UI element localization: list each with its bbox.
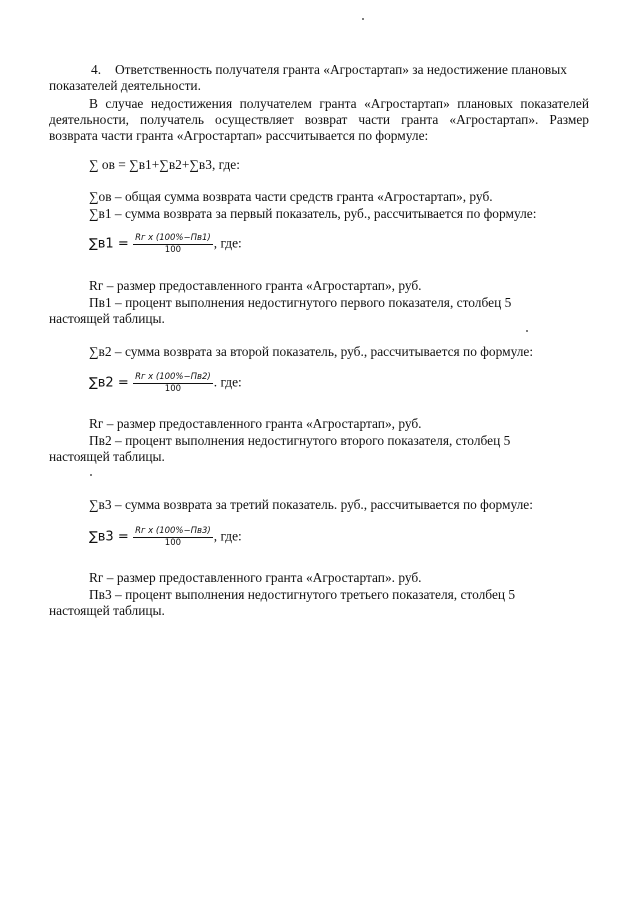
block3-rg: Rг – размер предоставленного гранта «Агростартап». руб. (89, 570, 422, 585)
formula-v1-numerator: Rг x (100%−Пв1) (135, 233, 211, 243)
section-number: 4. (91, 62, 102, 77)
formula-v3-lhs: ∑в3 = (89, 529, 129, 545)
intro-line2: деятельности, получатель осуществляет возврат части гранта «Агростартап». Размер (49, 112, 589, 127)
formula-v1-lhs: ∑в1 = (89, 236, 129, 252)
block1-rg: Rг – размер предоставленного гранта «Агростартап», руб. (89, 278, 422, 293)
def-sum-v1: ∑в1 – сумма возврата за первый показатель, руб., рассчитывается по формуле: (89, 206, 537, 221)
formula-v1-fraction (133, 233, 213, 256)
formula-total: ∑ ов = ∑в1+∑в2+∑в3, где: (89, 157, 240, 172)
block3-pv-line2: настоящей таблицы. (49, 603, 165, 618)
block2-pv-line2: настоящей таблицы. (49, 449, 165, 464)
section-title-line2: показателей деятельности. (49, 78, 201, 93)
intro-line3: возврата части гранта «Агростартап» рассчитывается по формуле: (49, 128, 429, 143)
formula-v1-tail: , где: (213, 235, 242, 251)
def-sum-ov: ∑ов – общая сумма возврата части средств гранта «Агростартап», руб. (89, 189, 493, 204)
formula-v2-numerator: Rг x (100%−Пв2) (135, 372, 211, 382)
formula-v2-tail: . где: (213, 374, 242, 390)
scan-speck (526, 330, 528, 332)
block3-pv-line1: Пв3 – процент выполнения недостигнутого третьего показателя, столбец 5 (89, 587, 516, 602)
formula-v3-denominator: 100 (164, 538, 182, 548)
formula-v1-denominator: 100 (164, 245, 182, 255)
formula-v2-fraction (133, 372, 213, 395)
block2-pv-line1: Пв2 – процент выполнения недостигнутого второго показателя, столбец 5 (89, 433, 511, 448)
intro-line1: В случае недостижения получателем гранта «Агростартап» плановых показателей (89, 96, 589, 111)
formula-v2 (89, 372, 242, 395)
formula-v3-tail: , где: (213, 528, 242, 544)
formula-v1 (89, 233, 242, 256)
def-sum-v2: ∑в2 – сумма возврата за второй показатель, руб., рассчитывается по формуле: (89, 344, 534, 359)
formula-v2-denominator: 100 (164, 384, 182, 394)
scan-speck (362, 18, 364, 20)
block2-rg: Rг – размер предоставленного гранта «Агростартап», руб. (89, 416, 422, 431)
def-sum-v3: ∑в3 – сумма возврата за третий показатель. руб., рассчитывается по формуле: (89, 497, 533, 512)
scan-speck (90, 474, 92, 476)
formula-v3-fraction (133, 526, 213, 549)
section-title-line1: Ответственность получателя гранта «Агростартап» за недостижение плановых (115, 62, 567, 77)
formula-v2-lhs: ∑в2 = (89, 375, 129, 391)
formula-v3-numerator: Rг x (100%−Пв3) (135, 526, 211, 536)
formula-v3 (89, 526, 242, 549)
block1-pv-line1: Пв1 – процент выполнения недостигнутого первого показателя, столбец 5 (89, 295, 512, 310)
block1-pv-line2: настоящей таблицы. (49, 311, 165, 326)
